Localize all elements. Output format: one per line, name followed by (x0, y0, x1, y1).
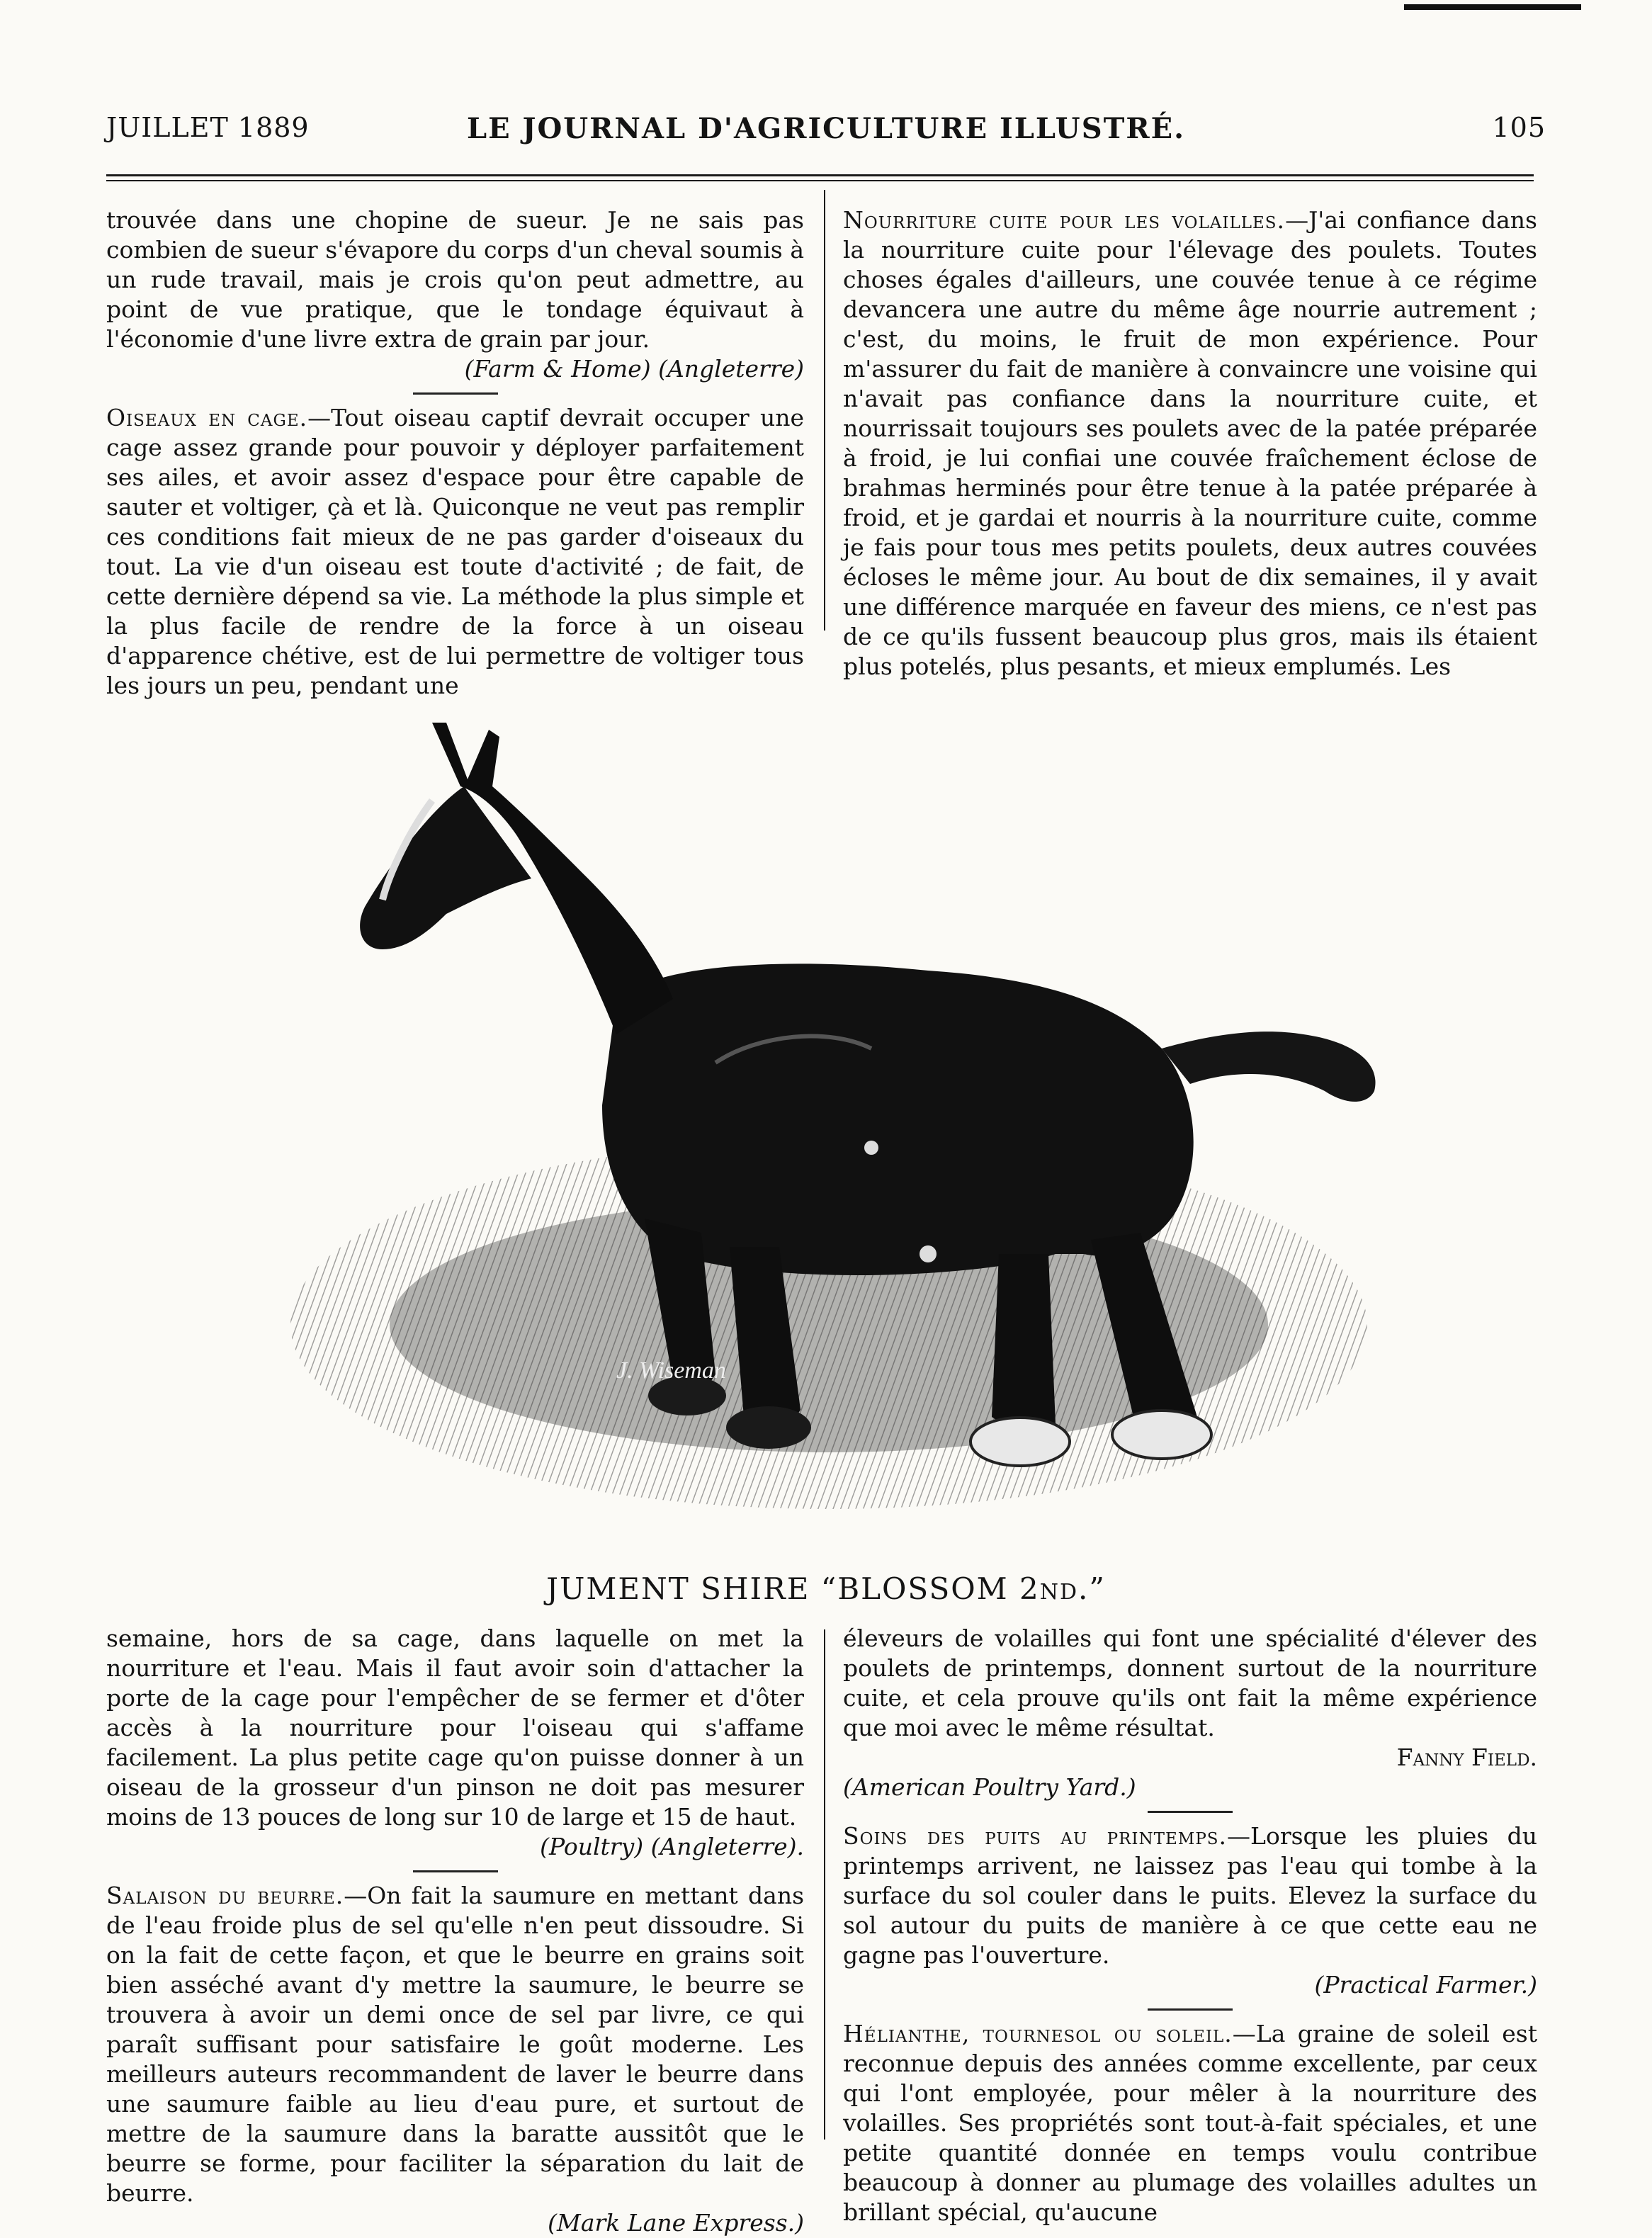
author-signature: Fanny Field. (1396, 1744, 1537, 1771)
article-heading: Soins des puits au printemps. (843, 1822, 1228, 1850)
paragraph (843, 1624, 1537, 1802)
article-body: —Tout oiseau captif devrait occuper une cage assez grande pour pouvoir y déployer parfaitement ses ailes, et avoir assez d'espace pour être capable de sauter et voltiger, çà et là. Quiconque ne veut pas remplir ces conditions fait mieux de ne pas garder d'oiseaux du tout. La vie d'un oiseau est toute d'activité ; de fait, de cette dernière dépend sa vie. La méthode la plus simple et la plus facile de rendre de la force à un oiseau d'apparence chétive, est de lui permettre de voltiger tous les jours un peu, pendant une (106, 404, 805, 699)
header-rule-bottom (106, 180, 1534, 181)
paragraph-text: éleveurs de volailles qui font une spécialité d'élever des poulets de printemps, donnent surtout de la nourriture cuite, et cela prouve qu'ils ont fait la même expérience que moi avec le même résultat. (843, 1624, 1537, 1741)
caption-ordinal: ND (1039, 1580, 1079, 1605)
column-top-left (106, 205, 804, 701)
source-citation: (Practical Farmer.) (1314, 1971, 1537, 1999)
page-number: 105 (1492, 112, 1546, 143)
column-bottom-right (843, 1624, 1537, 2227)
column-top-right (843, 205, 1537, 682)
issue-date: JUILLET 1889 (106, 112, 310, 143)
column-divider-bottom (824, 1629, 825, 2140)
engraver-signature: J. Wiseman (616, 1357, 726, 1384)
article-heading: Salaison du beurre. (106, 1882, 344, 1909)
article-body: —La graine de soleil est reconnue depuis des années comme excellente, par ceux qui l'ont employée, pour mêler à la nourriture des volailles. Ses propriétés sont tout-à-fait spéciales, et une petite quantité donnée en temps voulu contribue beaucoup à donner au plumage des volailles adultes un brillant spécial, qu'aucune (843, 2020, 1537, 2226)
header-rule-top (106, 174, 1534, 176)
paragraph (106, 205, 804, 384)
source-citation: (Farm & Home) (Angleterre) (464, 355, 804, 383)
section-divider (413, 392, 498, 395)
paragraph-text: trouvée dans une chopine de sueur. Je ne sais pas combien de sueur s'évapore du corps d'un cheval soumis à un rude travail, mais je crois qu'on peut admettre, au point de vue pratique, que le tondage équivaut à l'économie d'une livre extra de grain par jour. (106, 206, 804, 353)
article-salaison (106, 1881, 804, 2238)
paragraph (106, 1624, 804, 1862)
article-body: —Lorsque les pluies du printemps arrivent, ne laissez pas l'eau qui tombe à la surface du sol couler dans le puits. Elevez la surface du sol autour du puits de manière à ce que cette eau ne gagne pas l'ouverture. (843, 1822, 1537, 1969)
illustration-caption (0, 1571, 1652, 1606)
article-heading: Nourriture cuite pour les volailles. (843, 206, 1286, 234)
article-heading: Hélianthe, tournesol ou soleil. (843, 2020, 1233, 2047)
caption-end: .” (1078, 1571, 1106, 1606)
source-citation: (American Poultry Yard.) (843, 1773, 1136, 1801)
article-oiseaux (106, 403, 804, 701)
article-body: —On fait la saumure en mettant dans de l'eau froide plus de sel qu'elle n'en peut dissoudre. Si on la fait de cette façon, et que le beurre en grains soit bien asséché avant d'y mettre la saumure, le beurre se trouvera à avoir un demi once de sel par livre, ce qui paraît suffisant pour satisfaire le goût moderne. Les meilleurs auteurs recommandent de laver le beurre dans une saumure faible au lieu d'eau pure, et surtout de mettre de la saumure dans la baratte aussitôt que le beurre se forme, pour faciliter la séparation du lait de beurre. (106, 1882, 805, 2207)
column-divider-top (824, 190, 825, 631)
source-citation: (Poultry) (Angleterre). (540, 1833, 804, 1860)
article-body: —J'ai confiance dans la nourriture cuite pour l'élevage des poulets. Toutes choses égales d'ailleurs, une couvée tenue à ce régime devancera une autre du même âge nourrie autrement ; c'est, du moins, le fruit de mon expérience. Pour m'assurer du fait de manière à convaincre une voisine qui n'avait pas confiance dans la nourriture cuite, et nourrissait toujours ses poulets avec de la patée préparée à froid, je lui confiai une couvée fraîchement éclose de brahmas herminés pour être tenue à la patée préparée à froid, et je gardai et nourris à la nourriture cuite, comme je fais pour tous mes petits poulets, deux autres couvées écloses le même jour. Au bout de dix semaines, il y avait une différence marquée en faveur des miens, ce n'est pas de ce qu'ils fussent beaucoup plus gros, mais ils étaient plus potelés, plus pesants, et mieux emplumés. Les (843, 206, 1537, 680)
source-citation: (Mark Lane Express.) (548, 2209, 804, 2237)
article-soins (843, 1821, 1537, 2000)
article-helianthe (843, 2019, 1537, 2227)
section-divider (1148, 2008, 1233, 2011)
article-nourriture (843, 205, 1537, 682)
paragraph-text: semaine, hors de sa cage, dans laquelle on met la nourriture et l'eau. Mais il faut avoir soin d'attacher la porte de la cage pour l'empêcher de se fermer et d'ôter accès à la nourriture pour l'oiseau qui s'affame facilement. La plus petite cage qu'on puisse donner à un oiseau de la grosseur d'un pinson ne doit pas mesurer moins de 13 pouces de long sur 10 de large et 15 de haut. (106, 1624, 804, 1831)
caption-text: JUMENT SHIRE “BLOSSOM 2 (546, 1571, 1040, 1606)
horse-engraving (220, 666, 1438, 1552)
top-edge-bar (1404, 4, 1581, 10)
article-heading: Oiseaux en cage. (106, 404, 308, 431)
section-divider (1148, 1811, 1233, 1813)
journal-title: LE JOURNAL D'AGRICULTURE ILLUSTRÉ. (466, 112, 1185, 145)
section-divider (413, 1870, 498, 1872)
column-bottom-left (106, 1624, 804, 2238)
